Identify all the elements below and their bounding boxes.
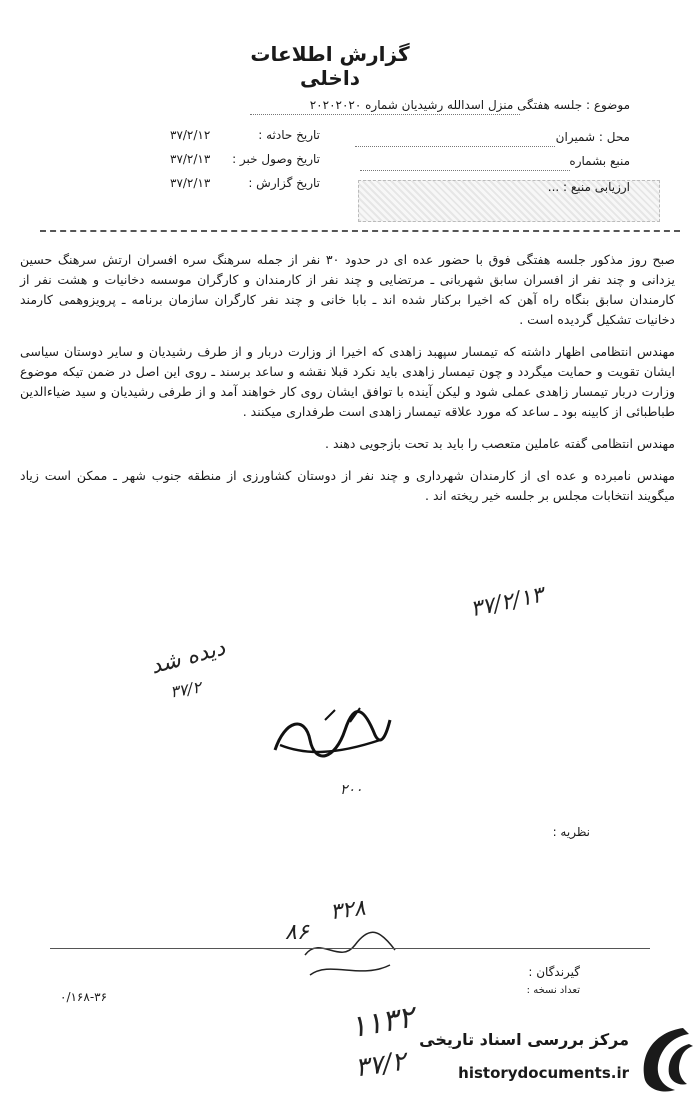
report-date-label: تاریخ گزارش : <box>248 176 320 190</box>
report-date: ۳۷/۲/۱۳ <box>170 176 211 190</box>
signature-number: ۲۰۰ <box>340 782 363 798</box>
source-underline <box>360 170 570 171</box>
handwritten-date: ۳۷/۲/۱۳ <box>468 582 546 623</box>
watermark-url: historydocuments.ir <box>458 1064 629 1082</box>
handwritten-bottom-number: ۱۱۳۲ <box>347 999 418 1046</box>
handwritten-bottom-date: ۳۷/۲ <box>353 1046 408 1084</box>
location-field: محل : شمیران <box>555 130 630 144</box>
copies-label: تعداد نسخه : <box>526 985 580 996</box>
handwritten-stamp-number-2: ۸۶ <box>285 920 309 945</box>
recipients-label: گیرندگان : <box>528 965 580 979</box>
body-paragraph-2: مهندس انتظامی اظهار داشته که تیمسار سپهبد زاهدی که اخیرا از وزارت دربار و از طرف رشیدیان و سایر دوستان سیاسی ایشان تقویت و حمایت میگردد و چون تیمسار زاهدی باید نکرد قبلا نقشه و ساعد برسند ـ روی این اصل در ضمن تیکه موضوع وزارت دربار تیمسار زاهدی عملی شود و لیکن آینده با توافق ایشان روی کار خواهند آمد و از طرفی رشیدیان و سید ضیاءالدین طباطبائی از کابینه بود ـ ساعد که مورد علاقه تیمسار زاهدی است طرفداری میکنند . <box>20 344 675 419</box>
handwritten-stamp-number: ۳۲۸ <box>328 895 368 926</box>
source-number-field: منبع بشماره <box>569 154 630 168</box>
report-title: گزارش اطلاعات داخلی <box>250 42 410 90</box>
event-date: ۳۷/۲/۱۲ <box>170 128 211 142</box>
header-separator <box>40 230 680 232</box>
archive-logo-icon <box>635 1024 695 1096</box>
event-date-label: تاریخ حادثه : <box>258 128 320 142</box>
opinion-label: نظریه : <box>552 825 590 839</box>
received-date: ۳۷/۲/۱۳ <box>170 152 211 166</box>
watermark <box>410 1020 695 1100</box>
subject-underline <box>250 114 520 115</box>
report-body <box>20 250 675 506</box>
file-code: ۰/۱۶۸-۳۶ <box>60 990 108 1004</box>
subject-line: موضوع : جلسه هفتگی منزل اسدالله رشیدیان شماره ۲۰۲۰۲۰۲۰ <box>309 98 630 112</box>
body-paragraph-4: مهندس نامبرده و عده ای از کارمندان شهرداری و چند نفر از دوستان کشاورزی از منطقه جنوب شهر ـ ممکن است زیاد میگویند انتخابات مجلس بر جلسه خیر ریخته اند . <box>20 468 675 503</box>
body-paragraph-3: مهندس انتظامی گفته عاملین متعصب را باید بد تحت بازجویی دهند . <box>325 436 675 451</box>
footer-separator <box>50 948 650 949</box>
handwritten-scribble <box>300 915 400 985</box>
received-date-label: تاریخ وصول خبر : <box>232 152 320 166</box>
handwritten-seen-note: دیده شد <box>148 635 228 680</box>
location-underline <box>355 146 555 147</box>
signature <box>265 700 395 770</box>
handwritten-seen-date: ۳۷/۲ <box>168 677 203 702</box>
watermark-title: مرکز بررسی اسناد تاریخی <box>419 1030 629 1049</box>
body-paragraph-1: صبح روز مذکور جلسه هفتگی فوق با حضور عده ای در حدود ۳۰ نفر از جمله سرهنگ سره افسران ارتش سرهنگ حسین یزدانی و چند نفر از افسران سابق شهربانی ـ مرتضایی و چند نفر از کارمندان و کارگران موسسه دخانیات و هشت نفر از کارمندان سابق بنگاه راه آهن که اخیرا برکنار شده اند ـ بابا خانی و چند نفر کارگران سازمان برنامه ـ پرویزوهمی کارمند دخانیات تشکیل گردیده است . <box>20 252 675 327</box>
evaluation-field: ارزیابی منبع : ... <box>547 180 630 194</box>
